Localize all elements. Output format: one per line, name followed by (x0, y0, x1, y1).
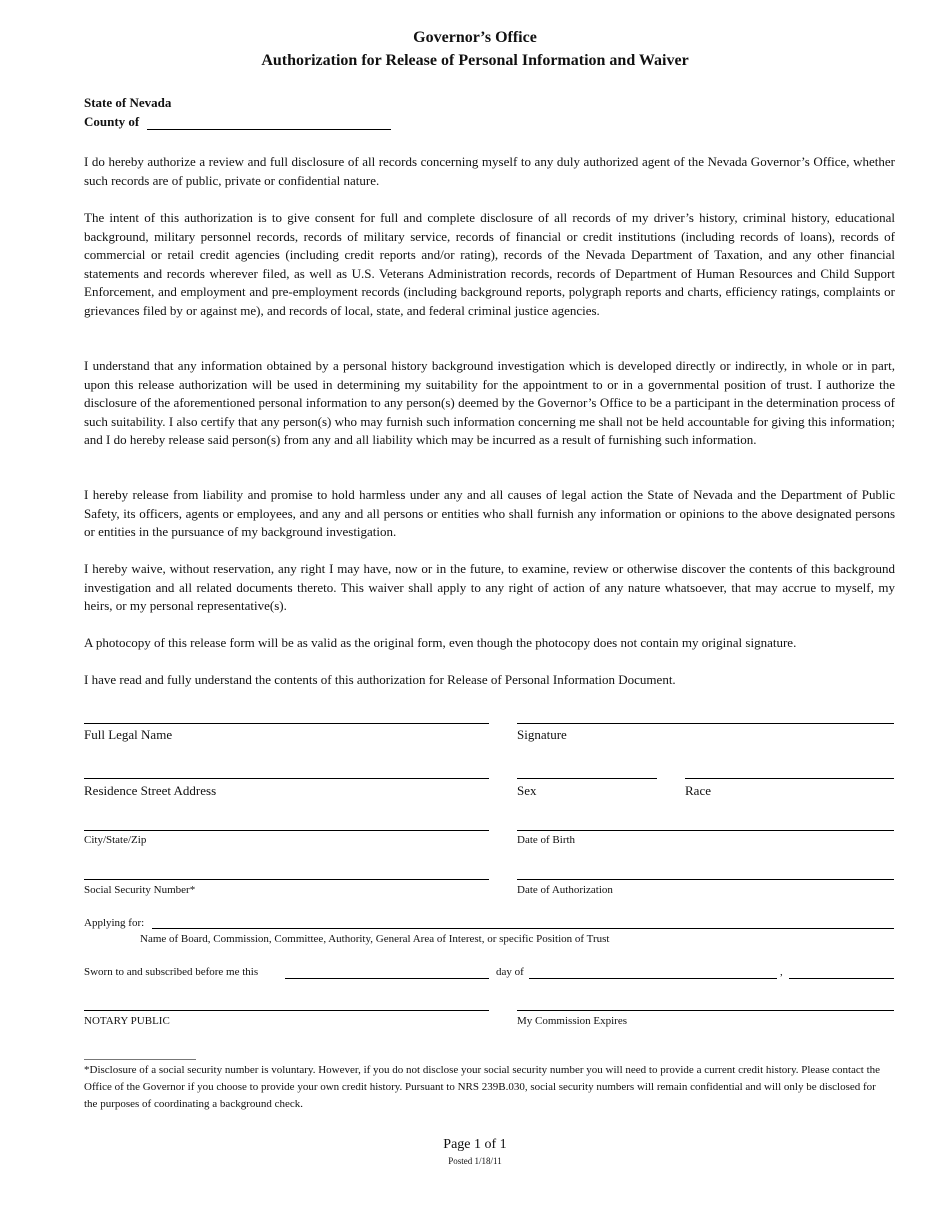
paragraph-photocopy: A photocopy of this release form will be as valid as the original form, even though the photocopy does not contain my original signature. (84, 635, 797, 650)
page-title: Governor’s Office (413, 29, 537, 46)
applying-for-line[interactable] (152, 928, 894, 929)
applying-for-label: Applying for: (84, 917, 145, 929)
page-number: Page 1 of 1 (443, 1137, 507, 1152)
paragraph-authorize: I do hereby authorize a review and full disclosure of all records concerning myself to any duly authorized agent of the Nevada Governor’s Office, whether such records are of public, private or confidential nature. (84, 154, 895, 188)
paragraph-release-liability: I hereby release from liability and promise to hold harmless under any and all causes of legal action the State of Nevada and the Department of Public Safety, its officers, agents or employees, and any and all persons or entities who shall furnish any information or opinions to the above designated persons or entities in the pursuance of my background investigation. (84, 487, 895, 540)
footnote-text: *Disclosure of a social security number is voluntary. However, if you do not disclose your social security number you will need to provide a current credit history. Please contact the Office of the Governor if you choose to provide your own credit history. Pursuant to NRS 239B.030, social security numbers will remain confidential and will only be disclosed for the purposes of coordinating a background check. (84, 1064, 881, 1110)
ssn-line[interactable] (84, 879, 489, 880)
page-subtitle: Authorization for Release of Personal Information and Waiver (261, 52, 689, 69)
state-label: State of Nevada (84, 95, 172, 110)
ssn-label: Social Security Number* (84, 884, 196, 896)
sworn-comma: , (780, 966, 783, 978)
sworn-day-line[interactable] (285, 978, 489, 979)
full-legal-name-line[interactable] (84, 723, 489, 724)
paragraph-understand: I understand that any information obtained by a personal history background investigation which is developed directly or indirectly, in whole or in part, upon this release authorization will be used in determining my suitability for the appointment to or in a governmental position of trust. I authorize the disclosure of the aforementioned personal information to any person(s) deemed by the Governor’s Office to be a participant in the determination process of such suitability. I also certify that any person(s) who may furnish such information concerning me shall not be held accountable for giving this information; and I do hereby release said person(s) from any and all liability which may be incurred as a result of furnishing such information. (84, 358, 895, 448)
posted-date: Posted 1/18/11 (448, 1156, 502, 1166)
footnote-divider (84, 1059, 196, 1060)
sworn-year-line[interactable] (789, 978, 894, 979)
residence-address-line[interactable] (84, 778, 489, 779)
county-label: County of (84, 114, 140, 129)
residence-address-label: Residence Street Address (84, 783, 217, 798)
county-input-line[interactable] (147, 129, 391, 130)
notary-public-label: NOTARY PUBLIC (84, 1015, 170, 1027)
day-of-label: day of (496, 966, 524, 978)
signature-line[interactable] (517, 723, 894, 724)
city-state-zip-label: City/State/Zip (84, 834, 147, 846)
sex-label: Sex (517, 783, 537, 798)
race-line[interactable] (685, 778, 894, 779)
paragraph-waiver: I hereby waive, without reservation, any right I may have, now or in the future, to examine, review or otherwise discover the contents of this background investigation and all related documents thereto. This waiver shall apply to any right of action of any nature whatsoever, that may accrue to myself, my heirs, or my personal representative(s). (84, 561, 895, 614)
date-of-authorization-line[interactable] (517, 879, 894, 880)
signature-label: Signature (517, 727, 567, 742)
sworn-label: Sworn to and subscribed before me this (84, 966, 259, 978)
sex-line[interactable] (517, 778, 657, 779)
city-state-zip-line[interactable] (84, 830, 489, 831)
race-label: Race (685, 783, 711, 798)
commission-expires-label: My Commission Expires (517, 1015, 628, 1027)
applying-for-hint: Name of Board, Commission, Committee, Authority, General Area of Interest, or specific Position of Trust (140, 933, 610, 945)
notary-signature-line[interactable] (84, 1010, 489, 1011)
paragraph-intent: The intent of this authorization is to give consent for full and complete disclosure of all records of my driver’s history, criminal history, educational background, military personnel records, records of military service, records of financial or credit institutions (including records of loans), records of commercial or retail credit agencies (including credit reports and/or rating), records of the Nevada Department of Taxation, and any other financial statements and records wherever filed, as well as U.S. Veterans Administration records, records of Department of Human Resources and Child Support Enforcement, and employment and pre-employment records (including background reports, polygraph reports and charts, efficiency ratings, complaints or grievances filed by or against me), and records of local, state, and federal criminal justice agencies. (84, 210, 895, 318)
paragraph-read-understand: I have read and fully understand the contents of this authorization for Release of Personal Information Document. (84, 672, 676, 687)
date-of-birth-line[interactable] (517, 830, 894, 831)
commission-expires-line[interactable] (517, 1010, 894, 1011)
full-legal-name-label: Full Legal Name (84, 727, 173, 742)
date-of-authorization-label: Date of Authorization (517, 884, 613, 896)
sworn-month-line[interactable] (529, 978, 777, 979)
date-of-birth-label: Date of Birth (517, 834, 576, 846)
